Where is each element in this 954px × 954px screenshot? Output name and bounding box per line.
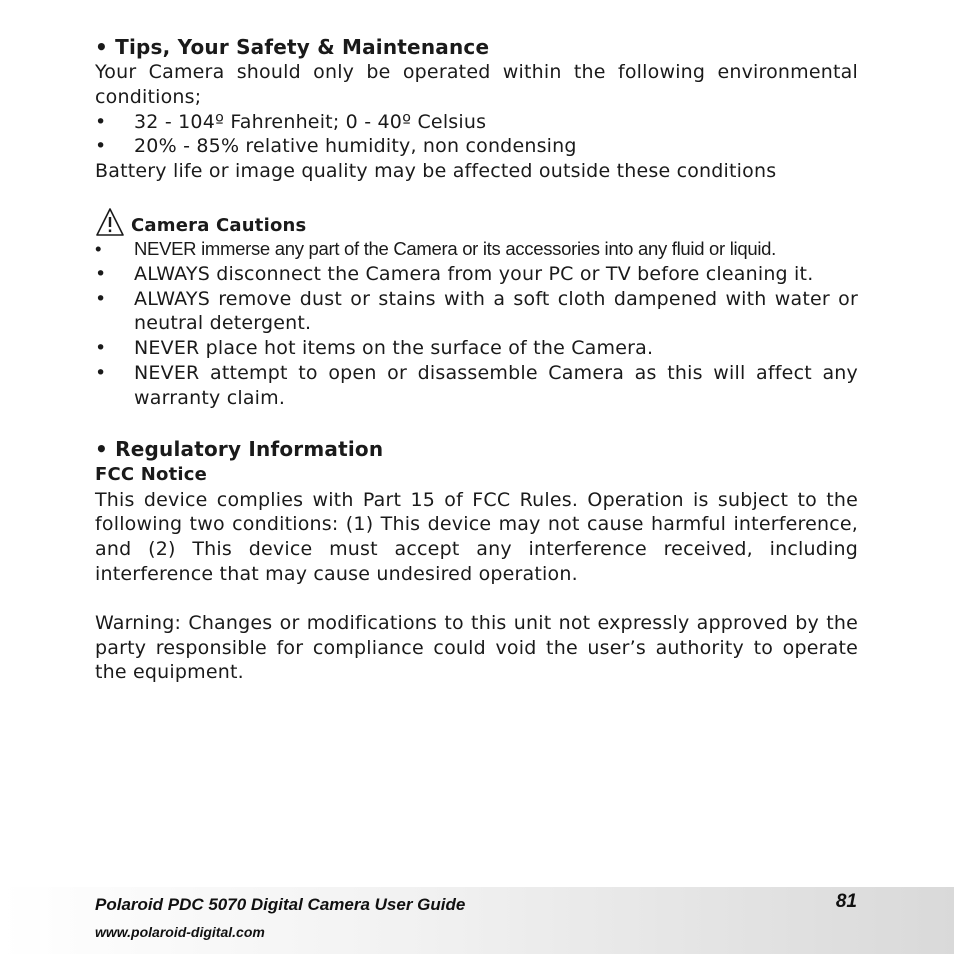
conditions-list: [95, 110, 858, 160]
list-item: • 32 - 104º Fahrenheit; 0 - 40º Celsius: [95, 110, 858, 135]
tips-intro: Your Camera should only be operated within the following environmental conditions;: [95, 61, 858, 108]
warning-text: Warning: Changes or modifications to this unit not expressly approved by the party responsible for compliance could void the user’s authority to operate the equipment.: [95, 611, 858, 684]
cautions-list: [95, 237, 858, 411]
regulatory-heading: • Regulatory Information: [95, 436, 384, 461]
page-number: 81: [835, 891, 857, 912]
page-footer: [0, 887, 954, 954]
list-item: • ALWAYS disconnect the Camera from your PC or TV before cleaning it.: [95, 262, 858, 287]
page-content: [95, 34, 858, 685]
warning-triangle-icon: [95, 207, 125, 237]
list-item: • NEVER place hot items on the surface of the Camera.: [95, 336, 858, 361]
footer-url: www.polaroid-digital.com: [95, 924, 265, 940]
fcc-text: This device complies with Part 15 of FCC Rules. Operation is subject to the following two conditions: (1) This device may not cause harmful interference, and (2) This device must accept any interference received, including interference that may cause undesired operation.: [95, 488, 858, 585]
list-item: • ALWAYS remove dust or stains with a soft cloth dampened with water or neutral detergent.: [95, 287, 858, 337]
tips-note: Battery life or image quality may be affected outside these conditions: [95, 160, 777, 183]
list-item: • NEVER immerse any part of the Camera or its accessories into any fluid or liquid.: [95, 237, 858, 262]
list-item: • NEVER attempt to open or disassemble Camera as this will affect any warranty claim.: [95, 361, 858, 411]
cautions-heading: Camera Cautions: [131, 214, 307, 236]
cautions-header: [95, 205, 858, 237]
tips-heading: • Tips, Your Safety & Maintenance: [95, 35, 490, 59]
footer-title: Polaroid PDC 5070 Digital Camera User Guide: [95, 895, 466, 914]
fcc-heading: FCC Notice: [95, 463, 208, 485]
list-item: • 20% - 85% relative humidity, non condensing: [95, 134, 858, 159]
